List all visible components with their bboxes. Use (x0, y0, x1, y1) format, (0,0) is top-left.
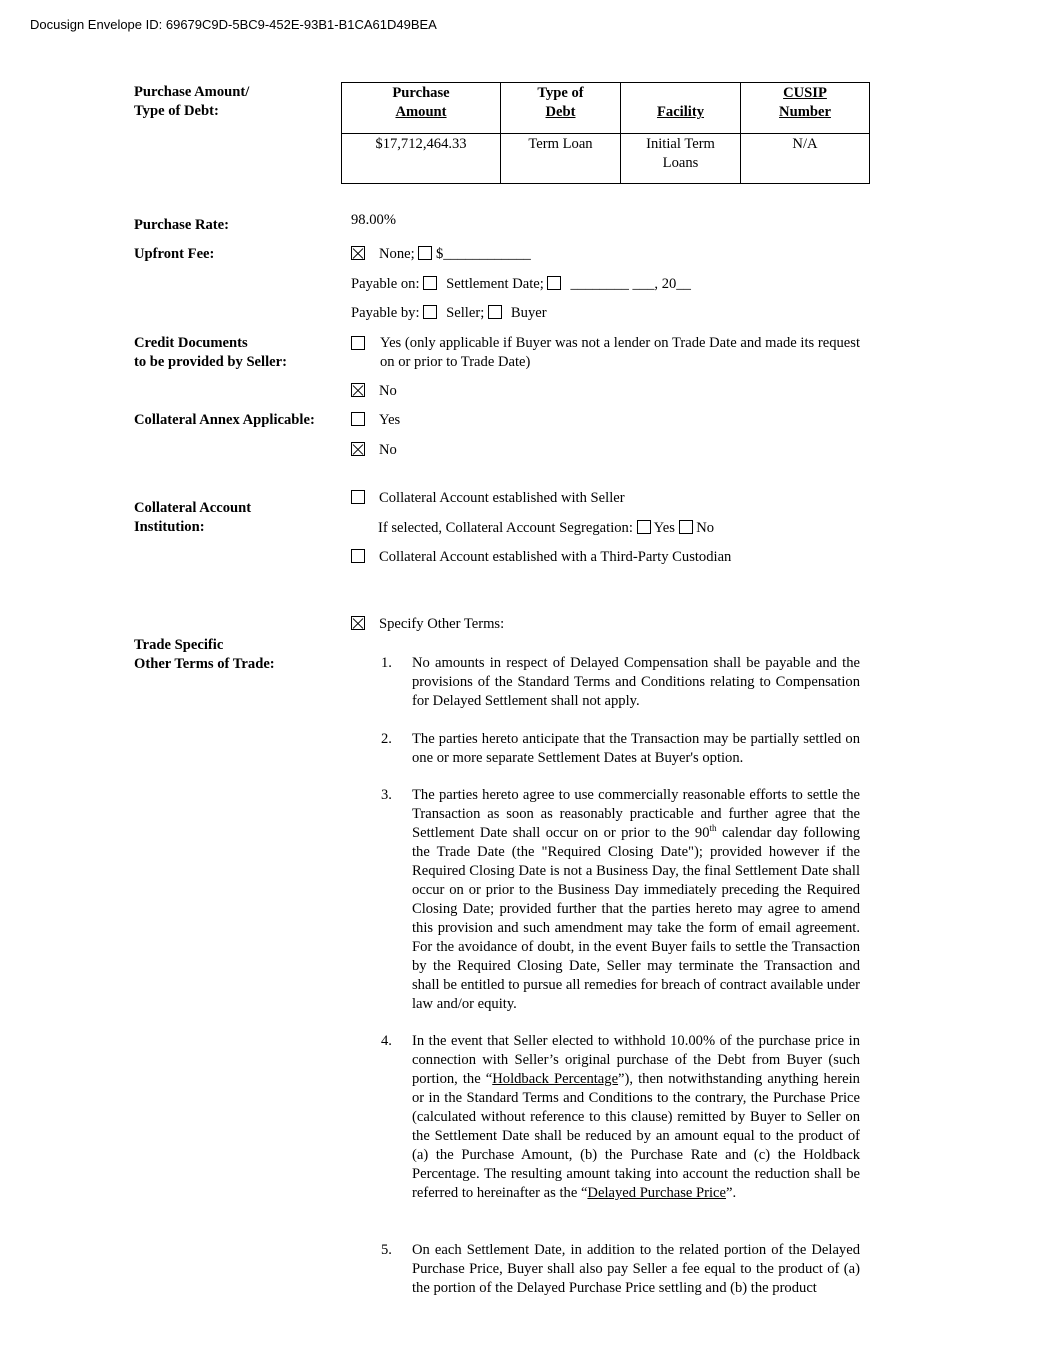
term-3-text (412, 786, 860, 1014)
upfront-fee-row (351, 245, 531, 264)
cell-facility (621, 134, 741, 184)
term-2-number: 2. (381, 731, 392, 747)
credit-documents-label (134, 334, 287, 372)
collateral-third-party-checkbox[interactable] (351, 549, 365, 563)
cell-type: Term Loan (501, 134, 621, 184)
term-4-text-b: ”), then notwithstanding anything herein or in the Standard Terms and Conditions to the contrary, the Purchase Price (calculated without reference to this clause) remitted by Buyer to Seller on the Settlement Date shall be reduced by an amount equal to the product of (a) the Purchase Amount, (b) the Purchase Rate and (c) the Holdback Percentage. The resulting amount taking into account the reduction shall be referred to hereinafter as the “ (412, 1071, 860, 1201)
payable-by-seller-label: Seller; (446, 305, 485, 321)
header-cusip (741, 83, 870, 134)
cell-facility-line2: Loans (662, 155, 699, 171)
header-type-line2: Debt (545, 104, 576, 120)
purchase-amount-label-line2: Type of Debt: (134, 103, 219, 119)
trade-specific-label-line2: Other Terms of Trade: (134, 656, 275, 672)
collateral-annex-yes-checkbox[interactable] (351, 412, 365, 426)
upfront-none-checkbox[interactable] (351, 246, 365, 260)
segregation-text: If selected, Collateral Account Segregation: (378, 520, 633, 536)
header-type-of-debt (501, 83, 621, 134)
collateral-third-party-label: Collateral Account established with a Third-Party Custodian (379, 549, 732, 565)
specify-terms-label: Specify Other Terms: (379, 616, 505, 632)
upfront-none-label: None; (379, 246, 415, 262)
credit-documents-no-row (351, 382, 397, 401)
collateral-seller-row (351, 489, 625, 508)
table-row (342, 134, 870, 184)
header-purchase-line1: Purchase (392, 85, 450, 101)
collateral-account-label (134, 499, 251, 537)
upfront-amount-checkbox[interactable] (418, 246, 432, 260)
upfront-amount-blank: $____________ (435, 246, 531, 262)
segregation-row (378, 519, 714, 538)
collateral-account-label-line2: Institution: (134, 519, 205, 535)
credit-documents-yes-checkbox[interactable] (351, 336, 365, 350)
term-2-text: The parties hereto anticipate that the Transaction may be partially settled on one or more separate Settlement Dates at Buyer's option. (412, 731, 860, 766)
collateral-annex-yes-row (351, 411, 400, 430)
header-type-line1: Type of (537, 85, 584, 101)
payable-on-date-checkbox[interactable] (547, 276, 561, 290)
credit-documents-yes-checkbox-wrap (351, 335, 365, 354)
header-cusip-line2: Number (779, 104, 831, 120)
credit-documents-no-label: No (379, 383, 397, 399)
cell-facility-line1: Initial Term (646, 136, 715, 152)
term-3-text-b: calendar day following the Trade Date (the "Required Closing Date"); provided however if the Required Closing Date is not a Business Day, the final Settlement Date shall occur on or prior to the Business Day immediately preceding the Required Closing Date; provided further that the parties hereto may agree to amend this provision and such amendment may take the form of email agreement. For the avoidance of doubt, in the event Buyer fails to settle the Transaction by the Required Closing Date, Seller may terminate the Transaction and shall be entitled to pursue all remedies for breach of contract available under law and/or equity. (412, 825, 860, 1012)
header-facility-text: Facility (656, 104, 704, 120)
payable-by-seller-checkbox[interactable] (423, 305, 437, 319)
specify-terms-row (351, 615, 504, 634)
cell-cusip: N/A (741, 134, 870, 184)
credit-documents-label-line1: Credit Documents (134, 335, 248, 351)
collateral-annex-no-checkbox[interactable] (351, 442, 365, 456)
trade-specific-label (134, 636, 275, 674)
term-5-number: 5. (381, 1242, 392, 1258)
term-1-number: 1. (381, 655, 392, 671)
credit-documents-label-line2: to be provided by Seller: (134, 354, 287, 370)
payable-on-label: Payable on: (351, 276, 420, 292)
term-4-text-c: ”. (726, 1185, 737, 1201)
term-4-defined-term-delayed-price: Delayed Purchase Price (587, 1185, 727, 1201)
header-cusip-line1: CUSIP (783, 85, 827, 101)
cell-amount: $17,712,464.33 (342, 134, 501, 184)
credit-documents-no-checkbox[interactable] (351, 383, 365, 397)
collateral-account-label-line1: Collateral Account (134, 500, 252, 516)
collateral-seller-checkbox[interactable] (351, 490, 365, 504)
upfront-fee-label: Upfront Fee: (134, 246, 215, 262)
segregation-yes-checkbox[interactable] (637, 520, 651, 534)
segregation-no-label: No (696, 520, 715, 536)
debt-table-header (342, 83, 870, 134)
collateral-annex-label: Collateral Annex Applicable: (134, 412, 315, 428)
purchase-amount-label-line1: Purchase Amount/ (134, 84, 250, 100)
term-1-text: No amounts in respect of Delayed Compensation shall be payable and the provisions of the Standard Terms and Conditions relating to Compensation for Delayed Settlement shall not apply. (412, 655, 860, 709)
payable-on-settlement-checkbox[interactable] (423, 276, 437, 290)
segregation-no-checkbox[interactable] (679, 520, 693, 534)
trade-specific-label-line1: Trade Specific (134, 637, 224, 653)
debt-table (341, 82, 870, 184)
segregation-yes-label: Yes (653, 520, 675, 536)
term-4-defined-term-holdback: Holdback Percentage (492, 1071, 619, 1087)
envelope-id: Docusign Envelope ID: 69679C9D-5BC9-452E-93B1-B1CA61D49BEA (30, 17, 437, 32)
payable-by-row (351, 304, 547, 323)
payable-on-settlement-label: Settlement Date; (446, 276, 544, 292)
term-4-text-a: In the event that Seller elected to withhold 10.00% of the purchase price in connection with Seller’s original purchase of the Debt from Buyer (such portion, the “ (412, 1033, 860, 1087)
purchase-rate-label: Purchase Rate: (134, 217, 229, 233)
specify-terms-checkbox[interactable] (351, 616, 365, 630)
term-3-superscript: th (709, 823, 717, 834)
payable-by-buyer-checkbox[interactable] (488, 305, 502, 319)
header-facility (621, 83, 741, 134)
term-4-number: 4. (381, 1033, 392, 1049)
collateral-seller-label: Collateral Account established with Seller (379, 490, 625, 506)
credit-documents-yes-text: Yes (only applicable if Buyer was not a lender on Trade Date and made its request on or prior to Trade Date) (380, 335, 860, 370)
term-3-text-a: The parties hereto agree to use commercially reasonable efforts to settle the Transaction as soon as reasonably practicable and further agree that the Settlement Date shall occur on or prior to the 90 (412, 787, 860, 841)
collateral-annex-no-label: No (379, 442, 397, 458)
term-3-number: 3. (381, 787, 392, 803)
collateral-annex-no-row (351, 441, 397, 460)
collateral-annex-yes-label: Yes (379, 412, 401, 428)
term-5-text: On each Settlement Date, in addition to the related portion of the Delayed Purchase Price, Buyer shall also pay Seller a fee equal to the product of (a) the portion of the Delayed Purchase Price settling and (b) the product (412, 1242, 860, 1296)
purchase-amount-label (134, 83, 249, 121)
payable-on-row (351, 275, 691, 294)
payable-by-buyer-label: Buyer (510, 305, 547, 321)
payable-by-label: Payable by: (351, 305, 420, 321)
collateral-third-party-row (351, 548, 731, 567)
purchase-rate-value: 98.00% (351, 212, 396, 228)
term-4-text (412, 1032, 860, 1203)
header-purchase-amount (342, 83, 501, 134)
payable-on-date-blank: ________ ___, 20__ (570, 276, 691, 292)
header-purchase-line2: Amount (395, 104, 447, 120)
